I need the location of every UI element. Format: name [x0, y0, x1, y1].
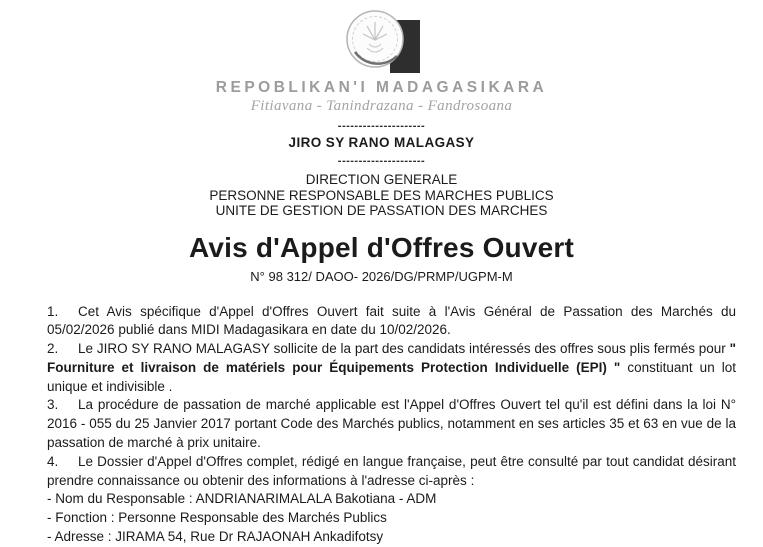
paragraph-2 — [47, 340, 736, 396]
paragraph-number: 4. — [47, 453, 59, 469]
madagascar-emblem — [345, 10, 425, 76]
paragraph-text: constituant un lot unique et indivisible . — [47, 359, 736, 394]
paragraph-3 — [47, 396, 736, 452]
document-title: Avis d'Appel d'Offres Ouvert — [188, 231, 575, 263]
country-name: REPOBLIKAN'I MADAGASIKARA — [215, 79, 548, 96]
separator: --------------------- — [337, 120, 426, 132]
contact-line-adresse: - Adresse : JIRAMA 54, Rue Dr RAJAONAH Ankadifotsy — [47, 529, 384, 545]
madagascar-seal-icon — [345, 10, 425, 76]
department-line: UNITE DE GESTION DE PASSATION DES MARCHES — [215, 203, 548, 218]
document-body — [47, 303, 736, 547]
tender-object-bold: " Fourniture et livraison de matériels pour Équipements Protection Individuelle (EPI) " — [47, 341, 736, 375]
paragraph-text: Le JIRO SY RANO MALAGASY sollicite de la part des candidats intéressés des offres sous plis fermés pour — [78, 341, 730, 357]
tender-notice-document — [0, 10, 763, 545]
department-lines — [0, 172, 763, 219]
separator: --------------------- — [337, 155, 426, 167]
national-motto: Fitiavana - Tanindrazana - Fandrosoana — [250, 98, 513, 114]
paragraph-number: 1. — [47, 303, 59, 319]
contact-line-responsable: - Nom du Responsable : ANDRIANARIMALALA Bakotiana - ADM — [47, 491, 437, 507]
paragraph-text: La procédure de passation de marché applicable est l'Appel d'Offres Ouvert tel qu'il est défini dans la loi N° 2016 - 055 du 25 Janvier 2017 portant Code des Marchés publics, notamment en ses articles 35 et 63 en vue de la passation de marché à prix unitaire. — [47, 397, 736, 451]
paragraph-1 — [47, 303, 736, 341]
paragraph-4 — [47, 453, 736, 491]
paragraph-text: Le Dossier d'Appel d'Offres complet, rédigé en langue française, peut être consulté par tout candidat désirant prendre connaissance ou obtenir des informations à l'adresse ci-après : — [47, 453, 736, 488]
document-reference: N° 98 312/ DAOO- 2026/DG/PRMP/UGPM-M — [250, 268, 513, 284]
paragraph-text: Cet Avis spécifique d'Appel d'Offres Ouvert fait suite à l'Avis Général de Passation des Marchés du 05/02/2026 publié dans MIDI Madagasikara en date du 10/02/2026. — [47, 303, 736, 338]
organization-name: JIRO SY RANO MALAGASY — [288, 135, 475, 150]
paragraph-number: 2. — [47, 341, 59, 357]
department-line: DIRECTION GENERALE — [305, 172, 458, 187]
document-letterhead — [0, 10, 763, 284]
paragraph-number: 3. — [47, 397, 59, 413]
department-line: PERSONNE RESPONSABLE DES MARCHES PUBLICS — [209, 187, 554, 203]
contact-line-fonction: - Fonction : Personne Responsable des Marchés Publics — [47, 510, 387, 526]
